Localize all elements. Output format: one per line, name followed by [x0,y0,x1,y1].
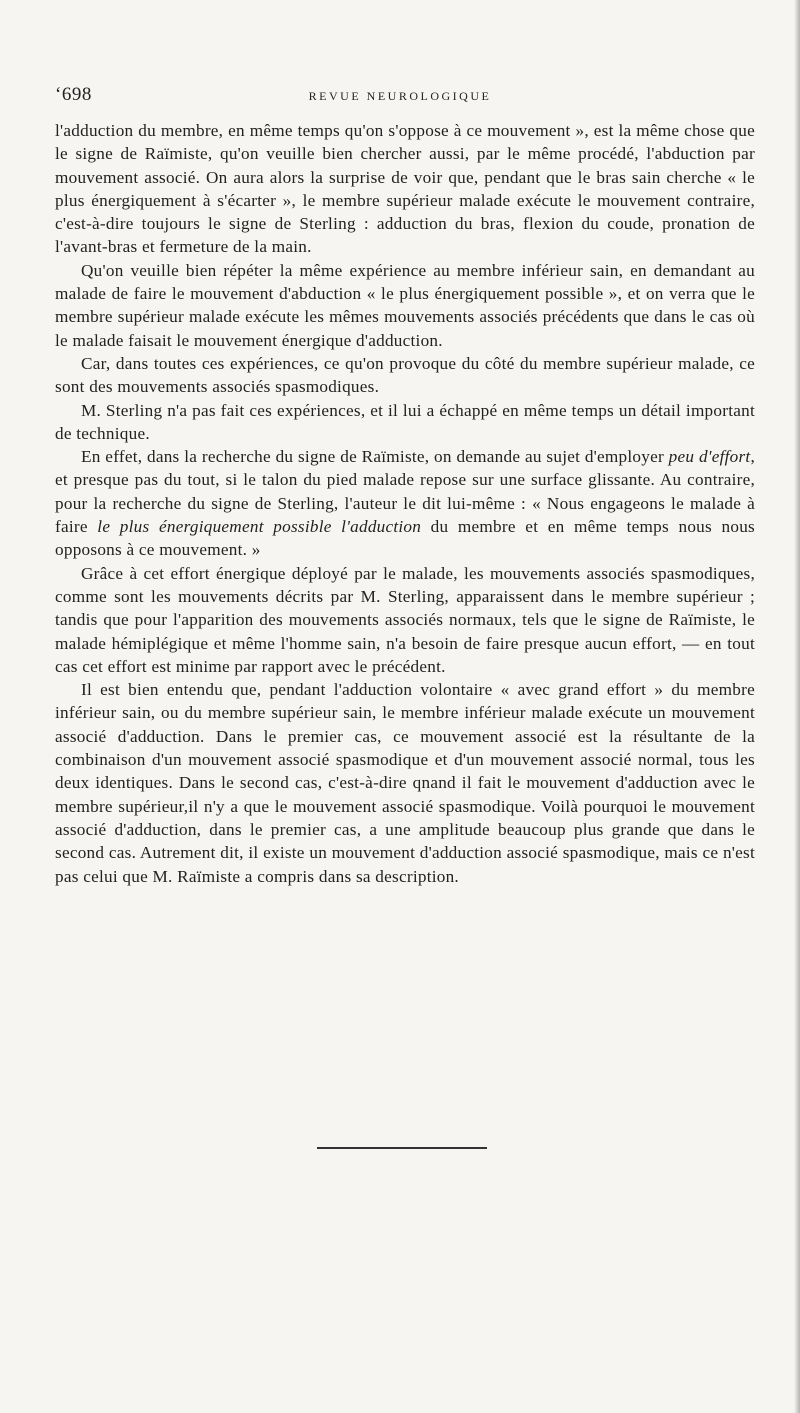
text-run: , et presque pas du tout, si le talon du pied malade repose sur une surface glissante. Au contraire, pour la recherche du signe de Sterling, l'auteur le dit lui-même : « Nous engageons le malade à faire [55,447,755,537]
text-run: En effet, dans la recherche du signe de Raïmiste, on demande au sujet d'employer [81,447,669,467]
paragraph [55,352,755,399]
page-number: ‘698 [55,84,92,105]
italic-phrase: peu d'effort [668,447,751,467]
paragraph [55,445,755,561]
text-run: Il est bien entendu que, pendant l'adduction volontaire « avec grand effort » du membre inférieur sain, ou du membre supérieur sain, le membre inférieur malade exécute un mouvement associé d'adduction. Dans le premier cas, ce mouvement associé est la résultante de la combinaison d'un mouvement associé spasmodique et d'un mouvement associé normal, tous les deux identiques. Dans le second cas, c'est-à-dire qnand il fait le mouvement d'adduction avec le membre supérieur,il n'y a que le mouvement associé spasmodique. Voilà pourquoi le mouvement associé d'adduction, dans le premier cas, a une amplitude beaucoup plus grande que dans le second cas. Autrement dit, il existe un mouvement d'adduction associé spasmodique, mais ce n'est pas celui que M. Raïmiste a compris dans sa description. [55,680,755,886]
page-edge-shadow [794,0,800,1413]
body-text [55,119,755,888]
paragraph [55,678,755,888]
text-run: Grâce à cet effort énergique déployé par le malade, les mouvements associés spasmodiques, comme sont les mouvements décrits par M. Sterling, apparaissent dans le membre supérieur ; tandis que pour l'apparition des mouvements associés normaux, tels que le signe de Raïmiste, le malade hémiplégique et même l'homme sain, n'a besoin de faire presque aucun effort, — en tout cas cet effort est minime par rapport avec le précédent. [55,563,755,676]
text-run: Qu'on veuille bien répéter la même expérience au membre inférieur sain, en demandant au malade de faire le mouvement d'abduction « le plus énergiquement possible », et on verra que le membre supérieur malade exécute les mêmes mouvements associés précédents que dans le cas où le malade faisait le mouvement énergique d'adduction. [55,260,755,350]
text-run: l'adduction du membre, en même temps qu'on s'oppose à ce mouvement », est la même chose que le signe de Raïmiste, qu'on veuille bien chercher aussi, par le même procédé, l'abduction par mouvement associé. On aura alors la surprise de voir que, pendant que le bras sain cherche « le plus énergiquement à s'écarter », le membre supérieur malade exécute le mouvement contraire, c'est-à-dire toujours le signe de Sterling : adduction du bras, flexion du coude, pronation de l'avant-bras et fermeture de la main. [55,121,755,257]
page-header [0,84,800,108]
paragraph [55,562,755,678]
running-title: REVUE NEUROLOGIQUE [308,89,492,103]
paragraph [55,119,755,259]
text-run: M. Sterling n'a pas fait ces expériences, et il lui a échappé en même temps un détail important de technique. [55,400,755,443]
end-rule [317,1147,487,1149]
text-run: Car, dans toutes ces expériences, ce qu'on provoque du côté du membre supérieur malade, ce sont des mouvements associés spasmodiques. [55,353,755,397]
italic-phrase: le plus énergiquement possible l'adduction [97,517,422,537]
text-run: du membre et en même temps nous nous opposons à ce mouvement. » [55,517,755,560]
paragraph [55,259,755,352]
paragraph [55,399,755,446]
